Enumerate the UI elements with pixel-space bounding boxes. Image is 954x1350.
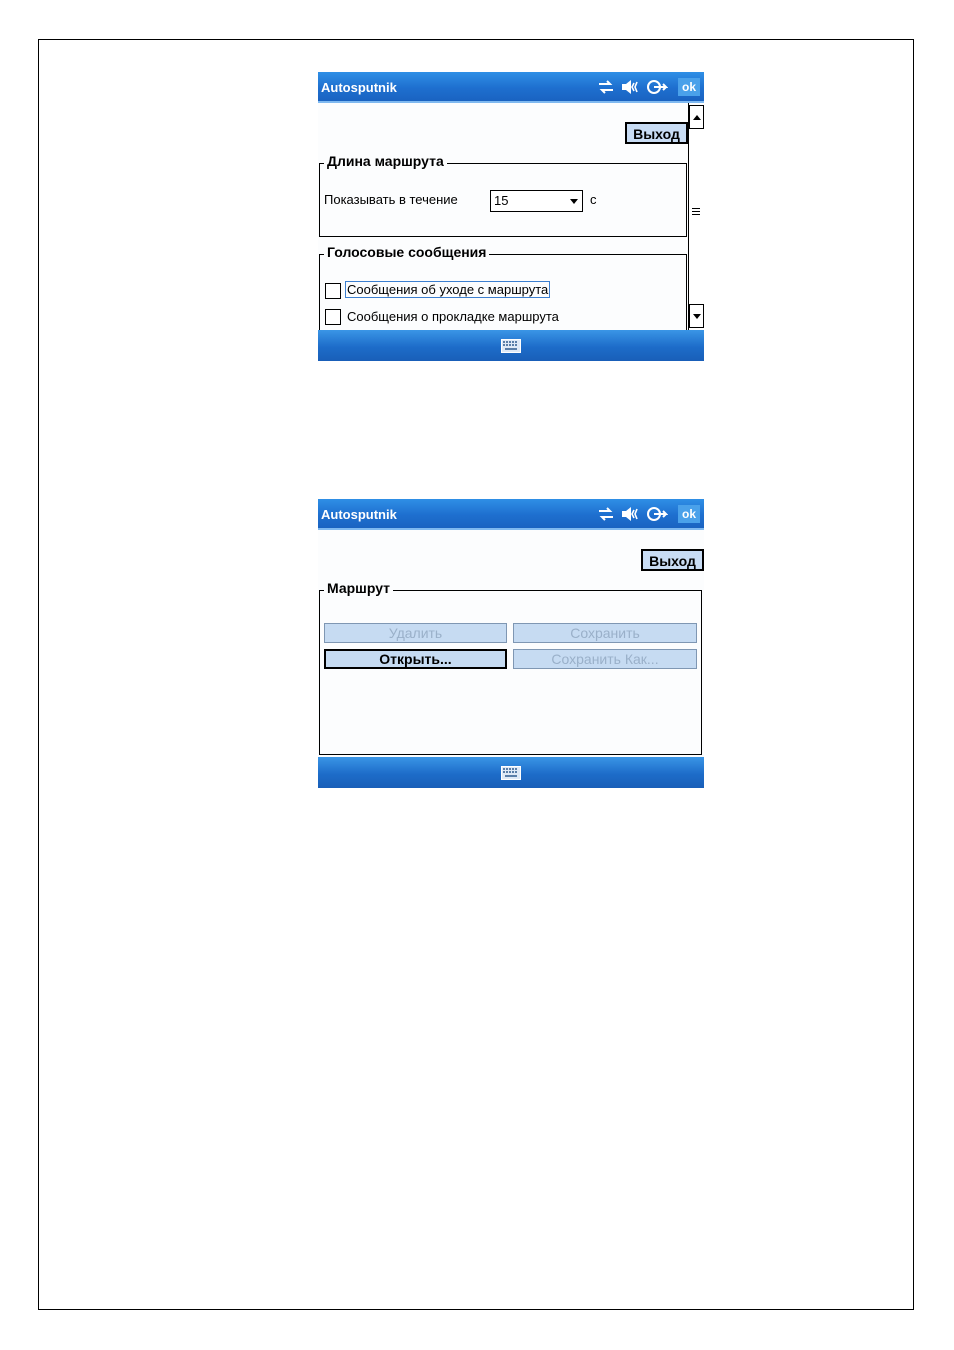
route-planning-label[interactable]: Сообщения о прокладке маршрута [347,309,559,324]
settings-screen [318,72,704,361]
save-as-button[interactable]: Сохранить Как... [513,649,697,669]
exit-button[interactable]: Выход [625,122,688,144]
exit-button[interactable]: Выход [641,549,704,571]
keyboard-icon[interactable] [501,765,521,784]
network-icon[interactable] [597,79,615,99]
off-route-label[interactable]: Сообщения об уходе с маршрута [347,282,549,297]
title-bar [318,72,704,103]
voice-messages-legend: Голосовые сообщения [324,244,489,260]
speaker-muted-icon[interactable] [621,506,641,526]
connection-icon[interactable] [646,79,668,99]
off-route-checkbox[interactable] [325,283,341,299]
title-bar [318,499,704,530]
route-length-legend: Длина маршрута [324,153,447,169]
menu-bar [318,330,704,361]
vertical-scrollbar[interactable] [688,103,704,330]
save-button[interactable]: Сохранить [513,623,697,643]
menu-bar [318,757,704,788]
duration-unit: с [590,192,597,207]
duration-select[interactable] [490,190,583,212]
arrow-down-icon [693,314,701,319]
app-title: Autosputnik [321,80,397,95]
route-planning-checkbox[interactable] [325,309,341,325]
route-legend: Маршрут [324,580,393,596]
ok-button[interactable]: ok [678,505,700,523]
app-title: Autosputnik [321,507,397,522]
keyboard-icon[interactable] [501,338,521,357]
network-icon[interactable] [597,506,615,526]
connection-icon[interactable] [646,506,668,526]
scroll-thumb[interactable] [689,131,704,297]
scroll-up-button[interactable] [689,105,704,129]
speaker-muted-icon[interactable] [621,79,641,99]
route-group [319,580,702,755]
ok-button[interactable]: ok [678,78,700,96]
grip-icon [692,208,700,217]
route-screen [318,499,704,788]
delete-button[interactable]: Удалить [324,623,507,643]
arrow-up-icon [693,115,701,120]
duration-value: 15 [494,193,509,208]
open-button[interactable]: Открыть... [324,649,507,669]
scroll-down-button[interactable] [689,304,704,328]
show-duration-label: Показывать в течение [324,192,458,207]
chevron-down-icon[interactable] [570,199,578,204]
